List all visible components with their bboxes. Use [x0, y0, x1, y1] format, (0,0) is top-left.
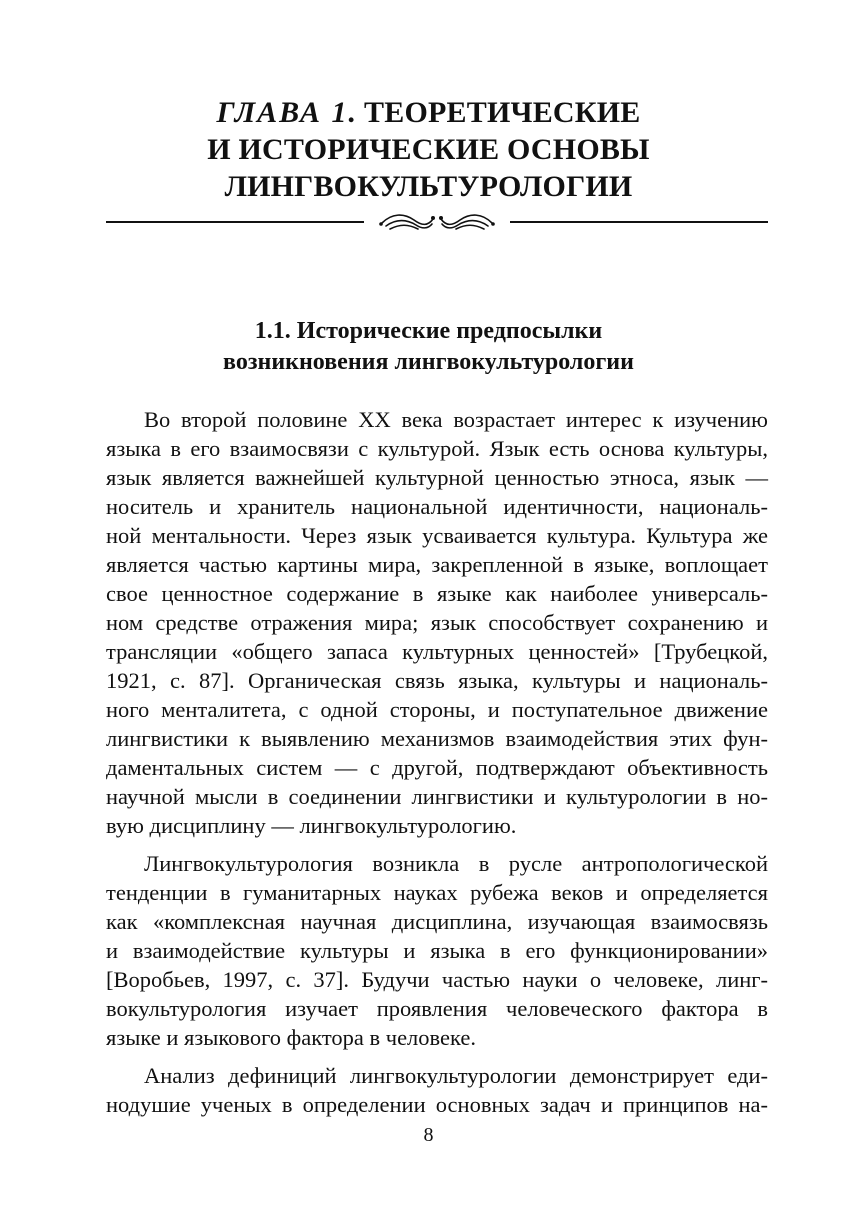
- text-line: Лингвокультурология возникла в русле антропологической: [144, 851, 768, 876]
- text-line: язык является важнейшей культурной ценностью этноса, язык —: [106, 465, 768, 490]
- text-line: вую дисциплину — лингвокультурологию.: [106, 813, 517, 838]
- text-line: ной ментальности. Через язык усваивается культура. Культура же: [106, 523, 768, 548]
- text-line: даментальных систем — с другой, подтверждают объективность: [106, 755, 768, 780]
- text-line: Анализ дефиниций лингвокультурологии демонстрирует еди-: [144, 1063, 768, 1088]
- text-line: свое ценностное содержание в языке как наиболее универсаль-: [106, 581, 768, 606]
- chapter-label: ГЛАВА 1.: [216, 96, 359, 129]
- paragraph-3: [106, 1061, 768, 1119]
- text-line: носитель и хранитель национальной идентичности, националь-: [106, 494, 768, 519]
- text-line: вокультурология изучает проявления человеческого фактора в: [106, 996, 768, 1021]
- text-line: языке и языкового фактора в человеке.: [106, 1025, 476, 1050]
- text-line: ного менталитета, с одной стороны, и поступательное движение: [106, 697, 768, 722]
- text-line: как «комплексная научная дисциплина, изучающая взаимосвязь: [106, 909, 768, 934]
- flourish-ornament-icon: [378, 207, 496, 237]
- page-number: 8: [423, 1124, 434, 1146]
- paragraph-2: [106, 849, 768, 1052]
- chapter-title-part-1: ТЕОРЕТИЧЕСКИЕ: [364, 96, 641, 129]
- text-line: научной мысли в соединении лингвистики и культурологии в но-: [106, 784, 768, 809]
- text-line: трансляции «общего запаса культурных ценностей» [Трубецкой,: [106, 639, 768, 664]
- text-line: нодушие ученых в определении основных задач и принципов на-: [106, 1092, 768, 1117]
- divider-rule-left: [106, 221, 364, 223]
- body-text: [106, 405, 768, 1119]
- text-line: тенденции в гуманитарных науках рубежа веков и определяется: [106, 880, 768, 905]
- text-line: языка в его взаимосвязи с культурой. Язык есть основа культуры,: [106, 436, 768, 461]
- ornamental-divider: [106, 205, 768, 239]
- text-line: лингвистики к выявлению механизмов взаимодействия этих фун-: [106, 726, 768, 751]
- text-line: Во второй половине XX века возрастает интерес к изучению: [144, 407, 768, 432]
- chapter-heading-line-1: [0, 94, 857, 131]
- text-line: [Воробьев, 1997, с. 37]. Будучи частью науки о человеке, линг-: [106, 967, 768, 992]
- text-line: ном средстве отражения мира; язык способствует сохранению и: [106, 610, 768, 635]
- text-line: и взаимодействие культуры и языка в его функционировании»: [106, 938, 768, 963]
- section-heading: [0, 316, 857, 378]
- paragraph-1: [106, 405, 768, 840]
- chapter-heading: [0, 94, 857, 205]
- chapter-heading-line-3: ЛИНГВОКУЛЬТУРОЛОГИИ: [224, 170, 633, 203]
- text-line: 1921, с. 87]. Органическая связь языка, культуры и националь-: [106, 668, 768, 693]
- section-heading-line-1: 1.1. Исторические предпосылки: [254, 318, 603, 344]
- text-line: является частью картины мира, закрепленной в языке, воплощает: [106, 552, 768, 577]
- divider-rule-right: [510, 221, 768, 223]
- chapter-heading-line-2: И ИСТОРИЧЕСКИЕ ОСНОВЫ: [207, 133, 650, 166]
- section-heading-line-2: возникновения лингвокультурологии: [223, 349, 634, 375]
